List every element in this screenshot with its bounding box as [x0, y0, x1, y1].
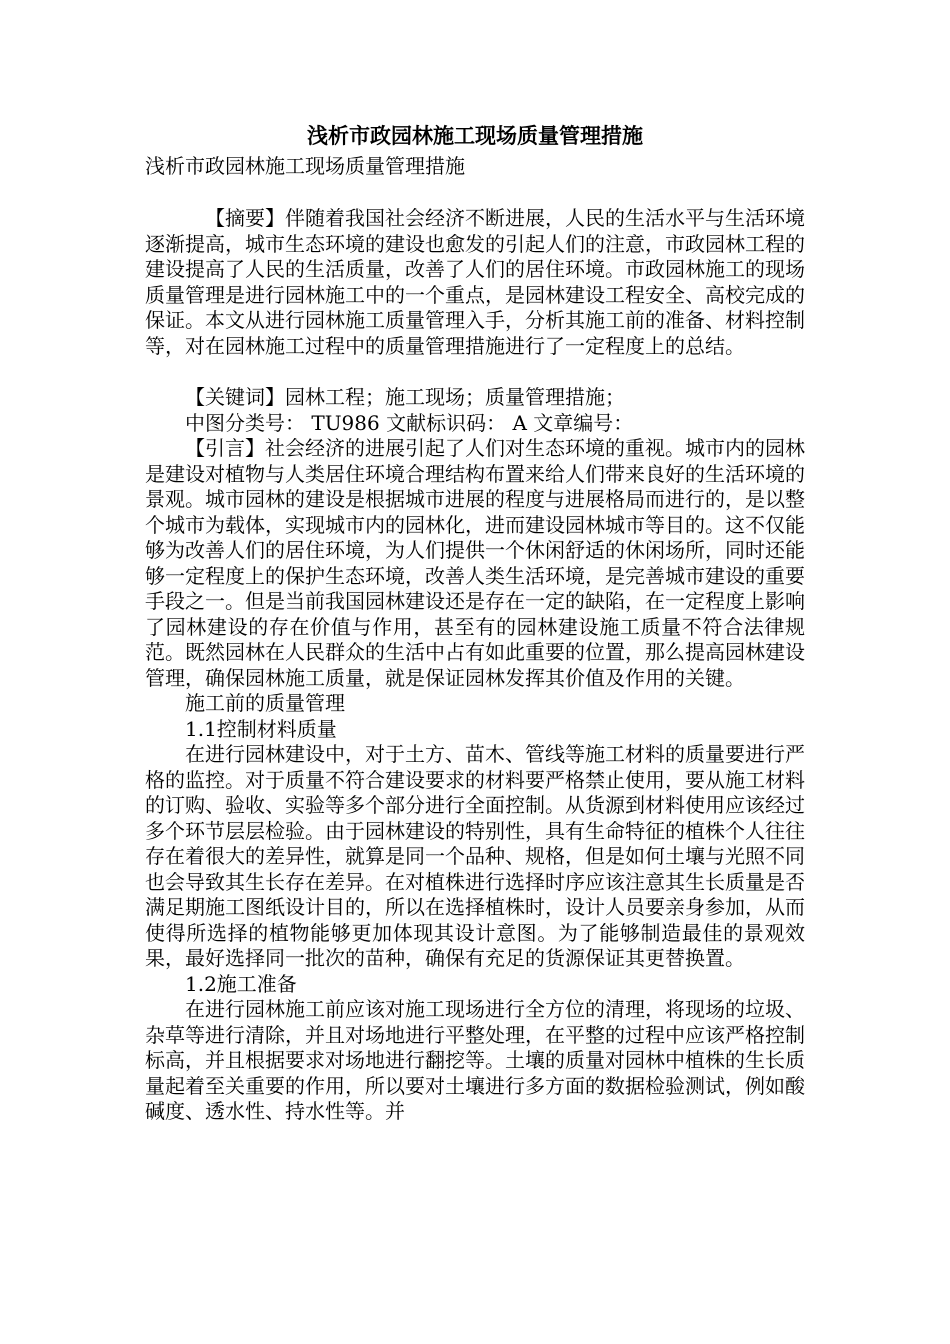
abstract-paragraph: 【摘要】伴随着我国社会经济不断进展，人民的生活水平与生活环境逐渐提高，城市生态环境的建设也愈发的引起人们的注意，市政园林工程的建设提高了人民的生活质量，改善了人们的居住环境。市政园林施工的现场质量管理是进行园林施工中的一个重点，是园林建设工程安全、高校完成的保证。本文从进行园林施工质量管理入手，分析其施工前的准备、材料控制等，对在园林施工过程中的质量管理措施进行了一定程度上的总结。 [145, 206, 805, 358]
keywords-line: 【关键词】园林工程；施工现场；质量管理措施； [185, 385, 625, 409]
subsection-heading-preparation: 1.2施工准备 [185, 971, 297, 996]
introduction-paragraph: 【引言】社会经济的进展引起了人们对生态环境的重视。城市内的园林是建设对植物与人类居住环境合理结构布置来给人们带来良好的生活环境的景观。城市园林的建设是根据城市进展的程度与进展格局而进行的，是以整个城市为载体，实现城市内的园林化，进而建设园林城市等目的。这不仅能够为改善人们的居住环境，为人们提供一个休闲舒适的休闲场所，同时还能够一定程度上的保护生态环境，改善人类生活环境，是完善城市建设的重要手段之一。但是当前我国园林建设还是存在一定的缺陷，在一定程度上影响了园林建设的存在价值与作用，甚至有的园林建设施工质量不符合法律规范。既然园林在人民群众的生活中占有如此重要的位置，那么提高园林建设管理，确保园林施工质量，就是保证园林发挥其价值及作用的关键。 [145, 436, 805, 690]
document-page [145, 120, 805, 1125]
section-heading-pre-construction: 施工前的质量管理 [185, 691, 345, 715]
spacer [145, 180, 805, 206]
material-quality-paragraph: 在进行园林建设中，对于土方、苗木、管线等施工材料的质量要进行严格的监控。对于质量不符合建设要求的材料要严格禁止使用，要从施工材料的订购、验收、实验等多个部分进行全面控制。从货源到材料使用应该经过多个环节层层检验。由于园林建设的特别性，具有生命特征的植株个人往往存在着很大的差异性，就算是同一个品种、规格，但是如何土壤与光照不同也会导致其生长存在差异。在对植株进行选择时序应该注意其生长质量是否满足期施工图纸设计目的，所以在选择植株时，设计人员要亲身参加，从而使得所选择的植物能够更加体现其设计意图。为了能够制造最佳的景观效果，最好选择同一批次的苗种，确保有充足的货源保证其更替换置。 [145, 742, 805, 970]
preparation-paragraph: 在进行园林施工前应该对施工现场进行全方位的清理，将现场的垃圾、杂草等进行清除，并且对场地进行平整处理，在平整的过程中应该严格控制标高，并且根据要求对场地进行翻挖等。土壤的质量对园林中植株的生长质量起着至关重要的作用，所以要对土壤进行多方面的数据检验测试，例如酸碱度、透水性、持水性等。并 [145, 997, 805, 1123]
document-title: 浅析市政园林施工现场质量管理措施 [307, 123, 643, 148]
classification-line: 中图分类号： TU986 文献标识码： A 文章编号： [185, 410, 634, 435]
document-subtitle: 浅析市政园林施工现场质量管理措施 [145, 154, 465, 178]
subsection-heading-material-quality: 1.1控制材料质量 [185, 716, 337, 741]
spacer [145, 359, 805, 385]
